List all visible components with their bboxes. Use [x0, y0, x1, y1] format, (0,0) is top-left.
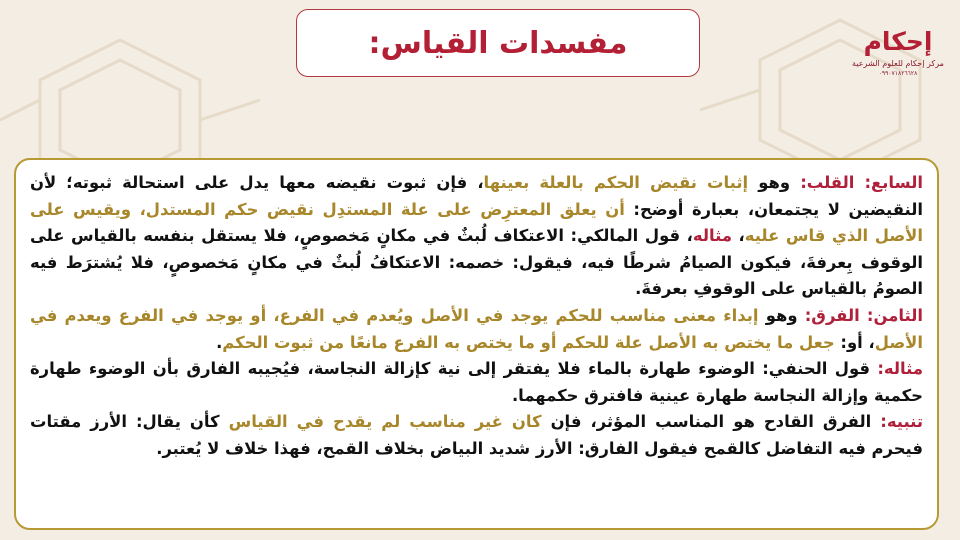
- body-text: كأن يقال: الأرز مقتات فيحرم فيه التفاضل كالقمح فيقول الفارق: الأرز شديد البياض بخلاف القمح، فهذا خلاف لا يُعتبر.: [30, 412, 923, 458]
- logo: [836, 26, 960, 100]
- highlight-text: جعل ما يختص به الأصل علة للحكم أو ما يختص به الفرع مانعًا من ثبوت الحكم: [222, 332, 835, 352]
- highlight-text: كان غير مناسب لم يقدح في القياس: [228, 412, 542, 432]
- body-text: الفرق القادح هو المناسب المؤثر، فإن: [541, 412, 872, 432]
- body-text: وهو: [748, 173, 791, 192]
- highlight-text: أن يعلق المعترِض على علة المستدِل نقيض حكم المستدل، ويقيس على الأصل الذي قاس عليه: [30, 199, 923, 246]
- paragraph: [30, 409, 923, 462]
- paragraph: [30, 356, 923, 409]
- content-text: [30, 170, 923, 463]
- heading-term: مثاله: [692, 226, 732, 246]
- body-text: ، قول المالكي: الاعتكاف لُبثٌ في مكانٍ مَخصوصٍ، فلا يستقل بنفسه بالقياس على الوقوف بِعرفةَ، فيكون الصيامُ شرطًا فيه، فيقول: خصمه: الاعتكافُ لُبثٌ في مكانٍ مَخصوصٍ، فلا يُشترَط فيه الصومُ بالقياس على الوقوفِ بعرفةَ.: [30, 226, 923, 299]
- content-box: [14, 158, 939, 530]
- body-text: ، فإن ثبوت نقيضه معها يدل على استحالة ثبوته؛ لأن النقيضين لا يجتمعان، بعبارة أوضح:: [30, 173, 923, 219]
- paragraph: [30, 170, 923, 303]
- logo-text: إحكام: [863, 27, 933, 56]
- highlight-text: إبداء معنى مناسب للحكم يوجد في الأصل ويُعدم في الفرع، أو يوجد في الفرع ويعدم في الأصل: [30, 305, 923, 352]
- heading-term: تنبيه:: [871, 412, 923, 432]
- heading-term: مثاله:: [869, 359, 923, 379]
- highlight-text: إثبات نقيض الحكم بالعلة بعينها: [483, 173, 749, 192]
- body-text: ، أو:: [834, 332, 875, 352]
- paragraph: [30, 303, 923, 356]
- body-text: .: [216, 332, 223, 352]
- logo-number: ٠٩٩٠٧١٨٢٦٦٢٨: [878, 70, 918, 77]
- slide-title: مفسدات القياس:: [368, 25, 628, 61]
- heading-term: السابع: القلب:: [790, 173, 923, 192]
- heading-term: الثامن: الفرق:: [797, 305, 923, 325]
- body-text: وهو: [758, 305, 798, 325]
- body-text: قول الحنفي: الوضوء طهارة بالماء فلا يفتقر إلى نية كإزالة النجاسة، فيُجيبه الفارق بأن الوضوء طهارة حكمية وإزالة النجاسة طهارة عينية فافترق حكمهما.: [30, 359, 923, 405]
- title-box: [296, 9, 700, 77]
- body-text: ،: [731, 226, 745, 246]
- logo-subtitle: مركز إحكام للعلوم الشرعية: [852, 59, 944, 68]
